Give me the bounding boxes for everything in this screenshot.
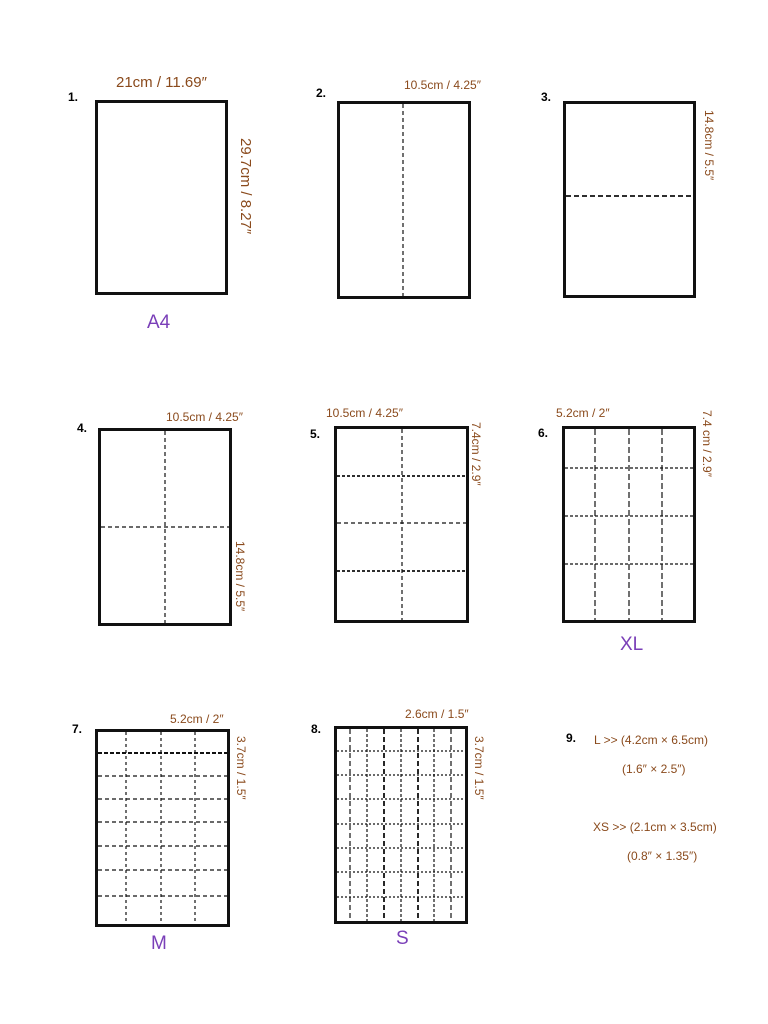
size-xs-cm: XS >> (2.1cm × 3.5cm): [593, 820, 717, 834]
step-7-height-label: 3.7cm / 1.5″: [234, 736, 248, 800]
step-3-number: 3.: [541, 90, 552, 104]
step-2-number: 2.: [316, 86, 327, 100]
step-6-size-label: XL: [620, 634, 644, 655]
step-4-number: 4.: [77, 421, 88, 435]
size-l-cm: L >> (4.2cm × 6.5cm): [594, 733, 708, 747]
step-1-number: 1.: [68, 90, 79, 104]
step-4-height-label: 14.8cm / 5.5″: [233, 541, 247, 612]
step-5-number: 5.: [310, 427, 321, 441]
step-7-size-label: M: [151, 933, 167, 954]
step-4-width-label: 10.5cm / 4.25″: [166, 410, 243, 424]
step-6-width-label: 5.2cm / 2″: [556, 406, 610, 420]
step-8-width-label: 2.6cm / 1.5″: [405, 707, 469, 721]
step-7-width-label: 5.2cm / 2″: [170, 712, 224, 726]
step-6-height-label: 7.4 cm / 2.9″: [700, 410, 714, 477]
step-8-size-label: S: [396, 928, 409, 949]
step-3-height-label: 14.8cm / 5.5″: [702, 110, 716, 181]
step-5-height-label: 7.4cm / 2.9″: [469, 422, 483, 486]
step-1-width-label: 21cm / 11.69″: [116, 74, 207, 91]
step-6-number: 6.: [538, 426, 549, 440]
size-xs-inch: (0.8″ × 1.35″): [627, 849, 698, 863]
step-1-height-label: 29.7cm / 8.27″: [237, 138, 254, 235]
size-l-inch: (1.6″ × 2.5″): [622, 762, 686, 776]
step-2-width-label: 10.5cm / 4.25″: [404, 78, 481, 92]
step-8-height-label: 3.7cm / 1.5″: [472, 736, 486, 800]
step-8-number: 8.: [311, 722, 322, 736]
step-5-width-label: 10.5cm / 4.25″: [326, 406, 403, 420]
step-1-size-label: A4: [147, 312, 171, 333]
step-7-number: 7.: [72, 722, 83, 736]
step-9-number: 9.: [566, 731, 577, 745]
